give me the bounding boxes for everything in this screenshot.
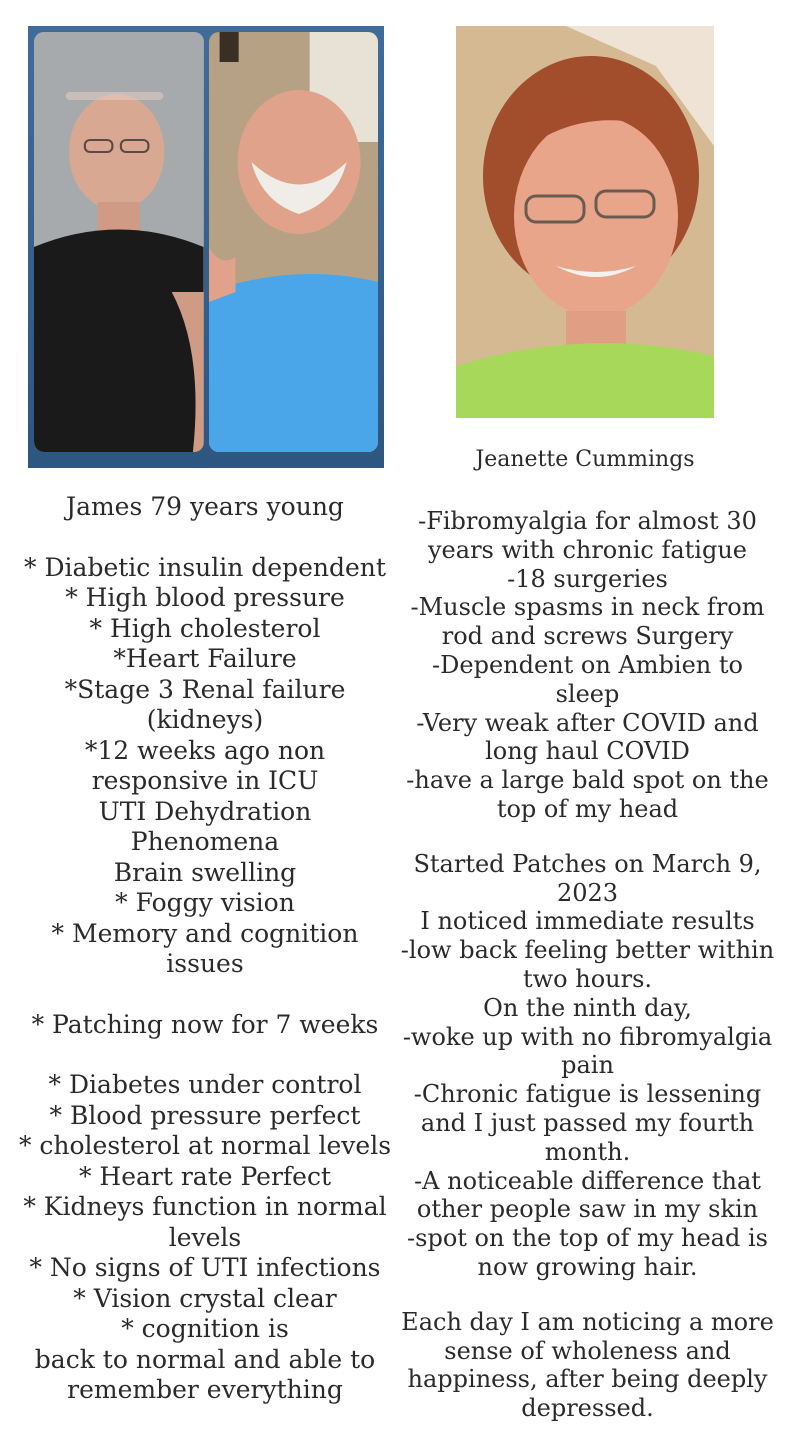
list-item: *Stage 3 Renal failure — [64, 674, 346, 704]
list-item: issues — [166, 949, 244, 978]
list-item: now growing hair. — [477, 1252, 698, 1281]
list-item: * cholesterol at normal levels — [18, 1131, 392, 1160]
list-item: Each day I am noticing a more — [401, 1307, 774, 1336]
spacer — [10, 980, 400, 1010]
list-item: sleep — [555, 679, 620, 708]
list-item: levels — [168, 1222, 242, 1252]
list-item: Started Patches on March 9, — [413, 849, 762, 878]
list-item: -Fibromyalgia for almost 30 — [418, 507, 757, 535]
list-item: * Memory and cognition — [51, 918, 359, 948]
list-item: remember everything — [67, 1375, 343, 1404]
list-item: * Blood pressure perfect — [49, 1100, 361, 1130]
list-item: top of my head — [496, 794, 679, 823]
list-item: long haul COVID — [485, 737, 690, 766]
list-item: * High cholesterol — [89, 613, 321, 643]
list-item: * Diabetic insulin dependent — [24, 552, 386, 582]
jeanette-results-list — [395, 850, 780, 1282]
before-after-photo-collage — [28, 26, 384, 468]
list-item: -low back feeling better within — [400, 936, 775, 965]
list-item: month. — [544, 1137, 631, 1166]
list-item: On the ninth day, — [483, 993, 692, 1022]
jeanette-closing-statement — [395, 1308, 780, 1423]
list-item: and I just passed my fourth — [420, 1108, 755, 1137]
before-photo-illustration — [34, 32, 204, 452]
list-item: *Heart Failure — [113, 644, 297, 673]
list-item: two hours. — [522, 964, 653, 993]
patching-duration: * Patching now for 7 weeks — [31, 1009, 379, 1039]
list-item: sense of wholeness and — [444, 1336, 731, 1365]
list-item: * Heart rate Perfect — [78, 1161, 332, 1191]
list-item: Brain swelling — [113, 857, 297, 887]
list-item: * No signs of UTI infections — [29, 1253, 381, 1282]
jeanette-name-caption: Jeanette Cummings — [475, 447, 695, 472]
portrait-illustration — [456, 26, 714, 418]
before-photo — [34, 32, 204, 452]
list-item: responsive in ICU — [91, 766, 319, 795]
list-item: other people saw in my skin — [416, 1195, 759, 1224]
list-item: happiness, after being deeply — [407, 1365, 768, 1394]
portrait-photo — [456, 26, 714, 418]
list-item: -Chronic fatigue is lessening — [413, 1080, 762, 1109]
list-item: -18 surgeries — [507, 564, 668, 593]
list-item: 2023 — [556, 878, 619, 907]
list-item: rod and screws Surgery — [441, 622, 734, 651]
list-item: * Kidneys function in normal — [23, 1192, 387, 1221]
list-item: Phenomena — [130, 827, 280, 856]
list-item: -have a large bald spot on the — [406, 766, 769, 795]
list-item: -Very weak after COVID and — [416, 708, 759, 737]
list-item: (kidneys) — [146, 705, 264, 734]
list-item: * cognition is — [121, 1314, 289, 1343]
after-photo-illustration — [209, 32, 379, 452]
list-item: -A noticeable difference that — [414, 1166, 761, 1195]
list-item: -Dependent on Ambien to — [432, 650, 743, 679]
spacer — [10, 1040, 400, 1070]
list-item: back to normal and able to — [34, 1344, 376, 1374]
jeanette-conditions-list — [395, 507, 780, 824]
list-item: * Vision crystal clear — [73, 1283, 337, 1313]
list-item: years with chronic fatigue — [428, 535, 747, 564]
list-item: * Diabetes under control — [48, 1070, 362, 1099]
james-name-caption: James 79 years young — [66, 492, 344, 521]
list-item: * Foggy vision — [115, 888, 295, 917]
list-item: * High blood pressure — [65, 583, 345, 612]
spacer — [10, 523, 400, 553]
list-item: UTI Dehydration — [98, 796, 312, 826]
james-testimonial — [10, 492, 400, 1406]
after-photo — [209, 32, 379, 452]
jeanette-testimonial — [395, 507, 780, 1423]
list-item: -spot on the top of my head is — [407, 1224, 768, 1253]
james-conditions-list — [10, 553, 400, 980]
list-item: I noticed immediate results — [420, 907, 755, 936]
list-item: -woke up with no fibromyalgia — [402, 1022, 773, 1051]
list-item: *12 weeks ago non — [84, 735, 326, 765]
spacer — [395, 824, 780, 850]
james-results-list — [10, 1070, 400, 1406]
spacer — [395, 1282, 780, 1308]
list-item: depressed. — [521, 1394, 654, 1423]
list-item: -Muscle spasms in neck from — [410, 593, 765, 622]
list-item: pain — [561, 1051, 614, 1080]
